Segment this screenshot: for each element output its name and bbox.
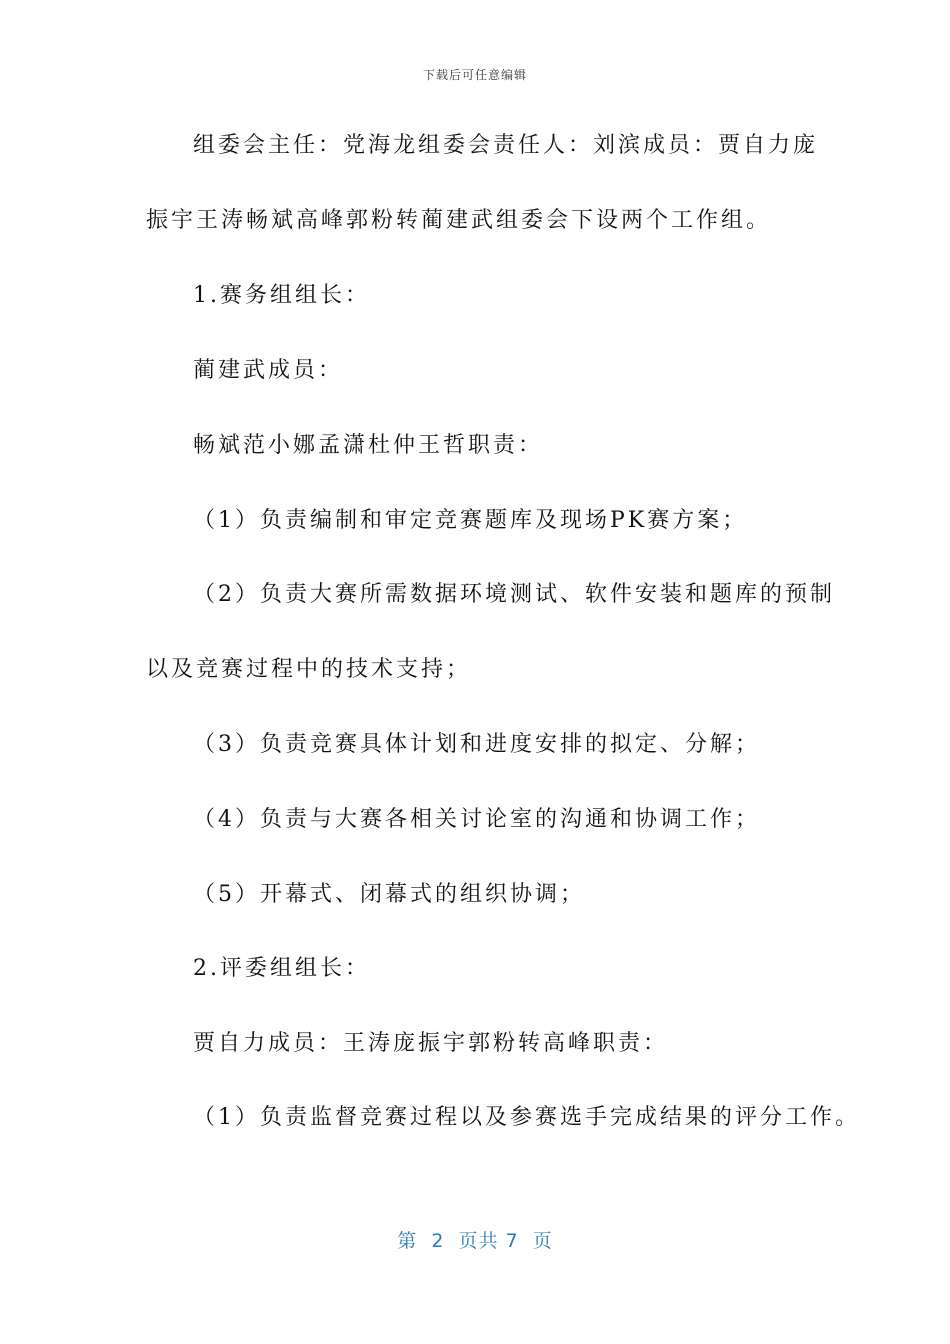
text-line-3: 1.赛务组组长： xyxy=(193,283,370,308)
text-line-4: 蔺建武成员： xyxy=(193,358,344,383)
text-line-11: （5）开幕式、闭幕式的组织协调； xyxy=(193,882,585,907)
text-line-7: （2）负责大赛所需数据环境测试、软件安装和题库的预制 xyxy=(193,582,835,607)
text-line-2: 振宇王涛畅斌高峰郭粉转蔺建武组委会下设两个工作组。 xyxy=(146,208,772,233)
text-line-8: 以及竞赛过程中的技术支持； xyxy=(146,657,472,682)
text-line-6: （1）负责编制和审定竞赛题库及现场PK赛方案； xyxy=(193,508,748,533)
page-number: 第 2 页共 7 页 xyxy=(397,1230,553,1252)
text-line-13: 贾自力成员：王涛庞振宇郭粉转高峰职责： xyxy=(193,1031,669,1056)
text-line-14: （1）负责监督竞赛过程以及参赛选手完成结果的评分工作。 xyxy=(193,1105,860,1130)
text-line-1: 组委会主任：党海龙组委会责任人：刘滨成员：贾自力庞 xyxy=(193,133,819,158)
text-line-5: 畅斌范小娜孟潇杜仲王哲职责： xyxy=(193,433,544,458)
text-line-12: 2.评委组组长： xyxy=(193,956,370,981)
header-note: 下载后可任意编辑 xyxy=(422,68,527,82)
text-line-9: （3）负责竞赛具体计划和进度安排的拟定、分解； xyxy=(193,732,760,757)
text-line-10: （4）负责与大赛各相关讨论室的沟通和协调工作； xyxy=(193,807,760,832)
